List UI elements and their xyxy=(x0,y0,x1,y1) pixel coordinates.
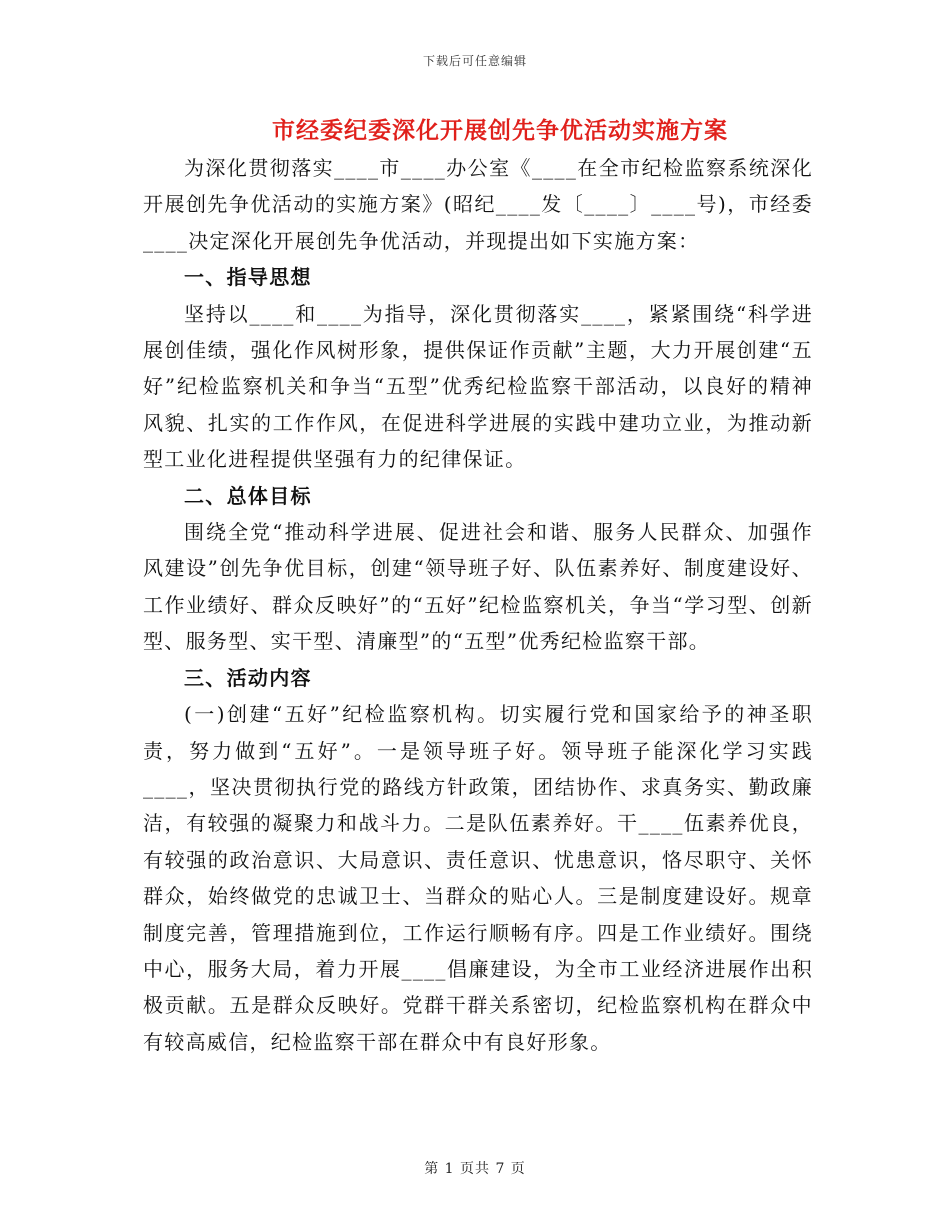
section-text-activity-content: (一)创建“五好”纪检监察机构。切实履行党和国家给予的神圣职责，努力做到“五好”。一是领导班子好。领导班子能深化学习实践____，坚决贯彻执行党的路线方针政策，团结协作、求真务实、勤政廉洁，有较强的凝聚力和战斗力。二是队伍素养好。干____伍素养优良，有较强的政治意识、大局意识、责任意识、忧患意识，恪尽职守、关怀群众，始终做党的忠诚卫士、当群众的贴心人。三是制度建设好。规章制度完善，管理措施到位，工作运行顺畅有序。四是工作业绩好。围绕中心，服务大局，着力开展____倡廉建设，为全市工业经济进展作出积极贡献。五是群众反映好。党群干群关系密切，纪检监察机构在群众中有较高威信，纪检监察干部在群众中有良好形象。 xyxy=(143,702,813,1054)
section-heading-guiding-ideology: 一、指导思想 xyxy=(184,265,312,290)
page-indicator: 第 1 页共 7 页 xyxy=(424,1161,526,1177)
document-title: 市经委纪委深化开展创先争优活动实施方案 xyxy=(272,117,728,144)
section-heading-overall-goal: 二、总体目标 xyxy=(184,483,312,508)
section-text-overall-goal: 围绕全党“推动科学进展、促进社会和谐、服务人民群众、加强作风建设”创先争优目标，创建“领导班子好、队伍素养好、制度建设好、工作业绩好、群众反映好”的“五好”纪检监察机关，争当“学习型、创新型、服务型、实干型、清廉型”的“五型”优秀纪检监察干部。 xyxy=(143,520,813,654)
header-note: 下载后可任意编辑 xyxy=(422,54,527,68)
document-body xyxy=(143,150,813,1060)
section-heading-activity-content: 三、活动内容 xyxy=(184,665,312,690)
intro-paragraph: 为深化贯彻落实____市____办公室《____在全市纪检监察系统深化开展创先争优活动的实施方案》(昭纪____发〔____〕____号)，市经委____决定深化开展创先争优活动，并现提出如下实施方案： xyxy=(143,156,813,253)
section-text-guiding-ideology: 坚持以____和____为指导，深化贯彻落实____，紧紧围绕“科学进展创佳绩，强化作风树形象，提供保证作贡献”主题，大力开展创建“五好”纪检监察机关和争当“五型”优秀纪检监察干部活动，以良好的精神风貌、扎实的工作作风，在促进科学进展的实践中建功立业，为推动新型工业化进程提供坚强有力的纪律保证。 xyxy=(143,301,813,472)
